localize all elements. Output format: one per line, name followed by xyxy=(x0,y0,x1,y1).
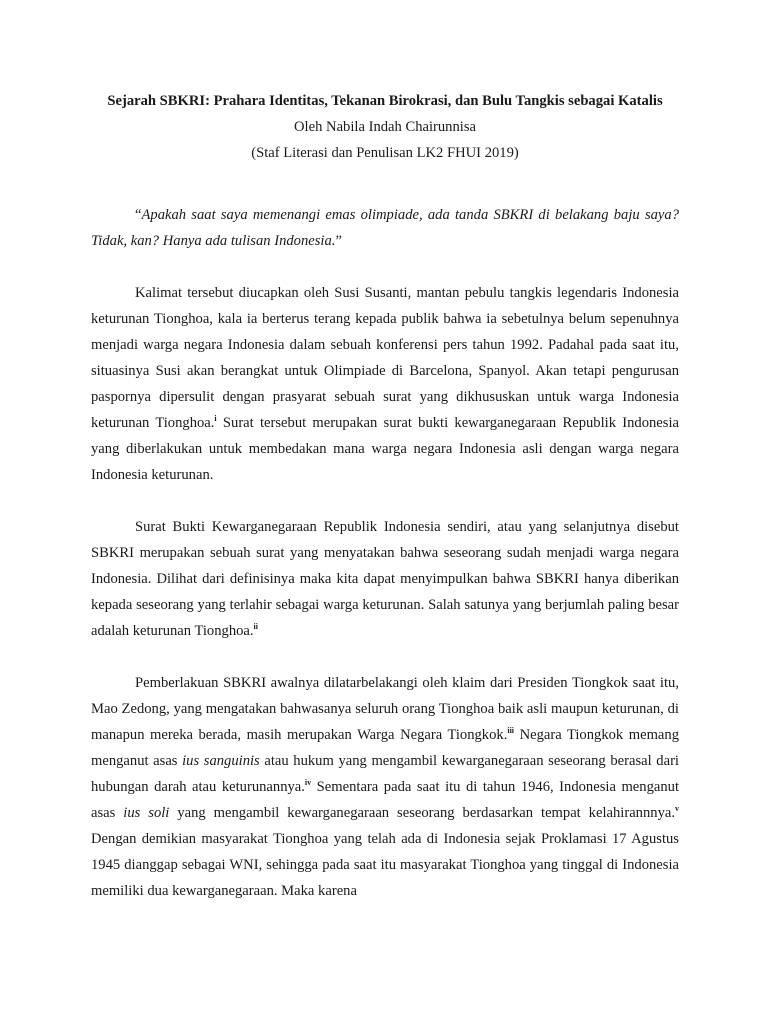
affiliation-line: (Staf Literasi dan Penulisan LK2 FHUI 2019) xyxy=(251,145,519,161)
footnote-ref-ii[interactable]: ii xyxy=(253,622,258,631)
paragraph-3-text-c: atau hukum yang mengambil kewarganegaraan seseorang berasal dari hubungan darah atau keturunannya. xyxy=(91,753,679,795)
paragraph-3-text-a: Pemberlakuan SBKRI awalnya dilatarbelakangi oleh klaim dari Presiden Tiongkok saat itu, Mao Zedong, yang mengatakan bahwasanya seluruh orang Tionghoa baik asli maupun keturunan, di manapun mereka berada, masih merupakan Warga Negara Tiongkok. xyxy=(91,675,679,743)
paragraph-1 xyxy=(91,280,679,488)
term-ius-soli: ius soli xyxy=(123,805,170,821)
author-line: Oleh Nabila Indah Chairunnisa xyxy=(294,119,476,135)
opening-quote xyxy=(91,202,679,254)
paragraph-3-text-b: Negara Tiongkok memang menganut asas xyxy=(91,727,679,769)
paragraph-1-text-a: Kalimat tersebut diucapkan oleh Susi Susanti, mantan pebulu tangkis legendaris Indonesia keturunan Tionghoa, kala ia berterus terang kepada publik bahwa ia sebetulnya belum sepenuhnya menjadi warga negara Indonesia dalam sebuah konferensi pers tahun 1992. Padahal pada saat itu, situasinya Susi akan berangkat untuk Olimpiade di Barcelona, Spanyol. Akan tetapi pengurusan paspornya dipersulit dengan prasyarat sebuah surat yang dikhususkan untuk warga Indonesia keturunan Tionghoa. xyxy=(91,285,679,431)
paragraph-3 xyxy=(91,670,679,904)
paragraph-3-text-f: Dengan demikian masyarakat Tionghoa yang telah ada di Indonesia sejak Proklamasi 17 Agustus 1945 dianggap sebagai WNI, sehingga pada saat itu masyarakat Tionghoa yang tinggal di Indonesia memiliki dua kewarganegaraan. Maka karena xyxy=(91,831,679,899)
quote-close-mark: ” xyxy=(335,233,342,249)
footnote-ref-v[interactable]: v xyxy=(675,804,679,813)
paragraph-1-text-b: Surat tersebut merupakan surat bukti kewarganegaraan Republik Indonesia yang diberlakukan untuk membedakan mana warga negara Indonesia asli dengan warga negara Indonesia keturunan. xyxy=(91,415,679,483)
paragraph-3-text-e: yang mengambil kewarganegaraan seseorang berdasarkan tempat kelahirannnya. xyxy=(169,805,675,821)
paragraph-3-text-d: Sementara pada saat itu di tahun 1946, Indonesia menganut asas xyxy=(91,779,679,821)
footnote-ref-iv[interactable]: iv xyxy=(304,778,312,787)
quote-open-mark: “ xyxy=(135,207,142,223)
footnote-ref-iii[interactable]: iii xyxy=(507,726,515,735)
document-title: Sejarah SBKRI: Prahara Identitas, Tekanan Birokrasi, dan Bulu Tangkis sebagai Katalis xyxy=(107,93,663,109)
term-ius-sanguinis: ius sanguinis xyxy=(182,753,260,769)
paragraph-2 xyxy=(91,514,679,644)
paragraph-2-text-a: Surat Bukti Kewarganegaraan Republik Indonesia sendiri, atau yang selanjutnya disebut SBKRI merupakan sebuah surat yang menyatakan bahwa seseorang sudah menjadi warga negara Indonesia. Dilihat dari definisinya maka kita dapat menyimpulkan bahwa SBKRI hanya diberikan kepada seseorang yang terlahir sebagai warga keturunan. Salah satunya yang berjumlah paling besar adalah keturunan Tionghoa. xyxy=(91,519,679,639)
quote-text: Apakah saat saya memenangi emas olimpiade, ada tanda SBKRI di belakang baju saya? Tidak, kan? Hanya ada tulisan Indonesia. xyxy=(91,207,679,249)
footnote-ref-i[interactable]: i xyxy=(214,414,217,423)
document-page xyxy=(91,88,679,904)
